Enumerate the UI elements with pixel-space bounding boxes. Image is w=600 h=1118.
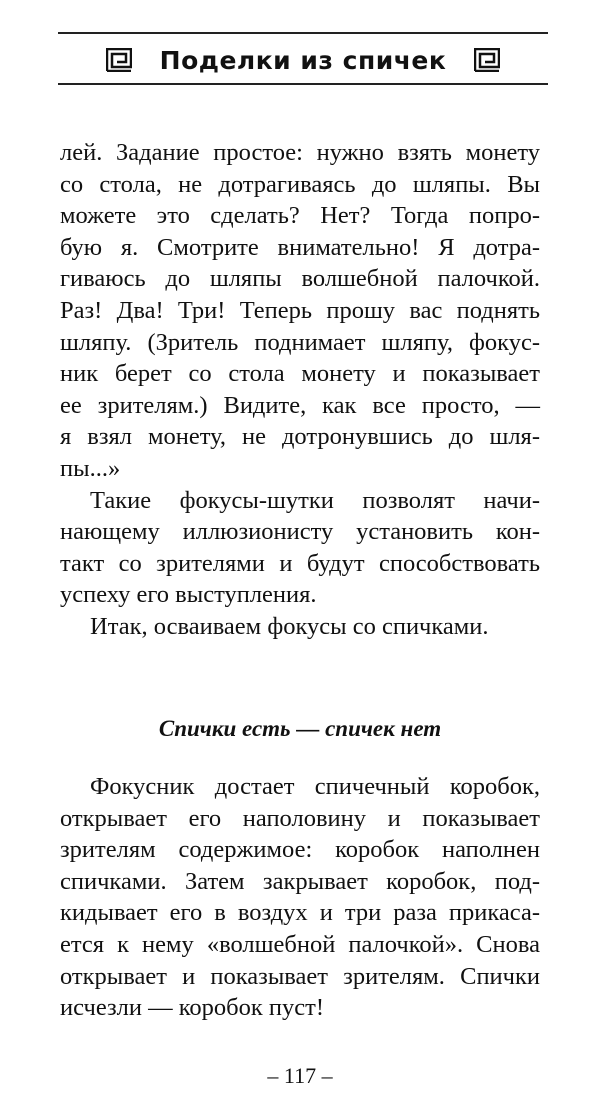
meander-ornament-icon — [474, 48, 500, 72]
text-line: нающему иллюзионисту установить кон- — [60, 518, 540, 546]
header-bottom-rule — [58, 83, 548, 85]
section-heading: Спички есть — спичек нет — [158, 716, 442, 741]
text-line: Такие фокусы-шутки позволят начи- — [90, 486, 540, 514]
text-line: шляпу. (Зритель поднимает шляпу, фокус- — [60, 328, 540, 356]
text-line: со стола, не дотрагиваясь до шляпы. Вы — [60, 170, 540, 198]
text-line: открывает его наполовину и показывает — [60, 804, 540, 832]
text-line: Фокусник достает спичечный коробок, — [90, 773, 540, 800]
text-line: исчезли — коробок пуст! — [60, 994, 325, 1022]
text-line: Итак, осваиваем фокусы со спичками. — [90, 612, 489, 640]
text-line: открывает и показывает зрителям. Спички — [60, 962, 540, 990]
text-line: ник берет со стола монету и показывает — [60, 360, 540, 388]
text-line: такт со зрителями и будут способствовать — [60, 549, 540, 577]
text-line: можете это сделать? Нет? Тогда попро- — [60, 202, 540, 230]
page-number: – 117 – — [267, 1063, 333, 1088]
text-line: бую я. Смотрите внимательно! Я дотра- — [60, 233, 540, 261]
text-line: ее зрителям.) Видите, как все просто, — — [60, 391, 540, 419]
text-line: я взял монету, не дотронувшись до шля- — [60, 423, 540, 451]
text-line: зрителям содержимое: коробок наполнен — [60, 836, 540, 864]
text-line: спичками. Затем закрывает коробок, под- — [60, 867, 540, 895]
running-header — [58, 40, 548, 80]
text-line: пы...» — [60, 454, 121, 482]
text-line: успеху его выступления. — [60, 581, 317, 609]
meander-ornament-icon — [106, 48, 132, 72]
text-line: гиваюсь до шляпы волшебной палочкой. — [60, 265, 540, 293]
body-text-block-2 — [60, 771, 540, 1024]
text-line: Раз! Два! Три! Теперь прошу вас поднять — [60, 296, 540, 324]
text-line: кидывает его в воздух и три раза прикаса- — [60, 899, 540, 927]
text-line: ется к нему «волшебной палочкой». Снова — [60, 930, 540, 958]
body-text-block-1 — [60, 137, 540, 643]
header-top-rule — [58, 32, 548, 34]
text-line: лей. Задание простое: нужно взять монету — [60, 139, 540, 166]
running-header-title: Поделки из спичек — [159, 45, 447, 75]
